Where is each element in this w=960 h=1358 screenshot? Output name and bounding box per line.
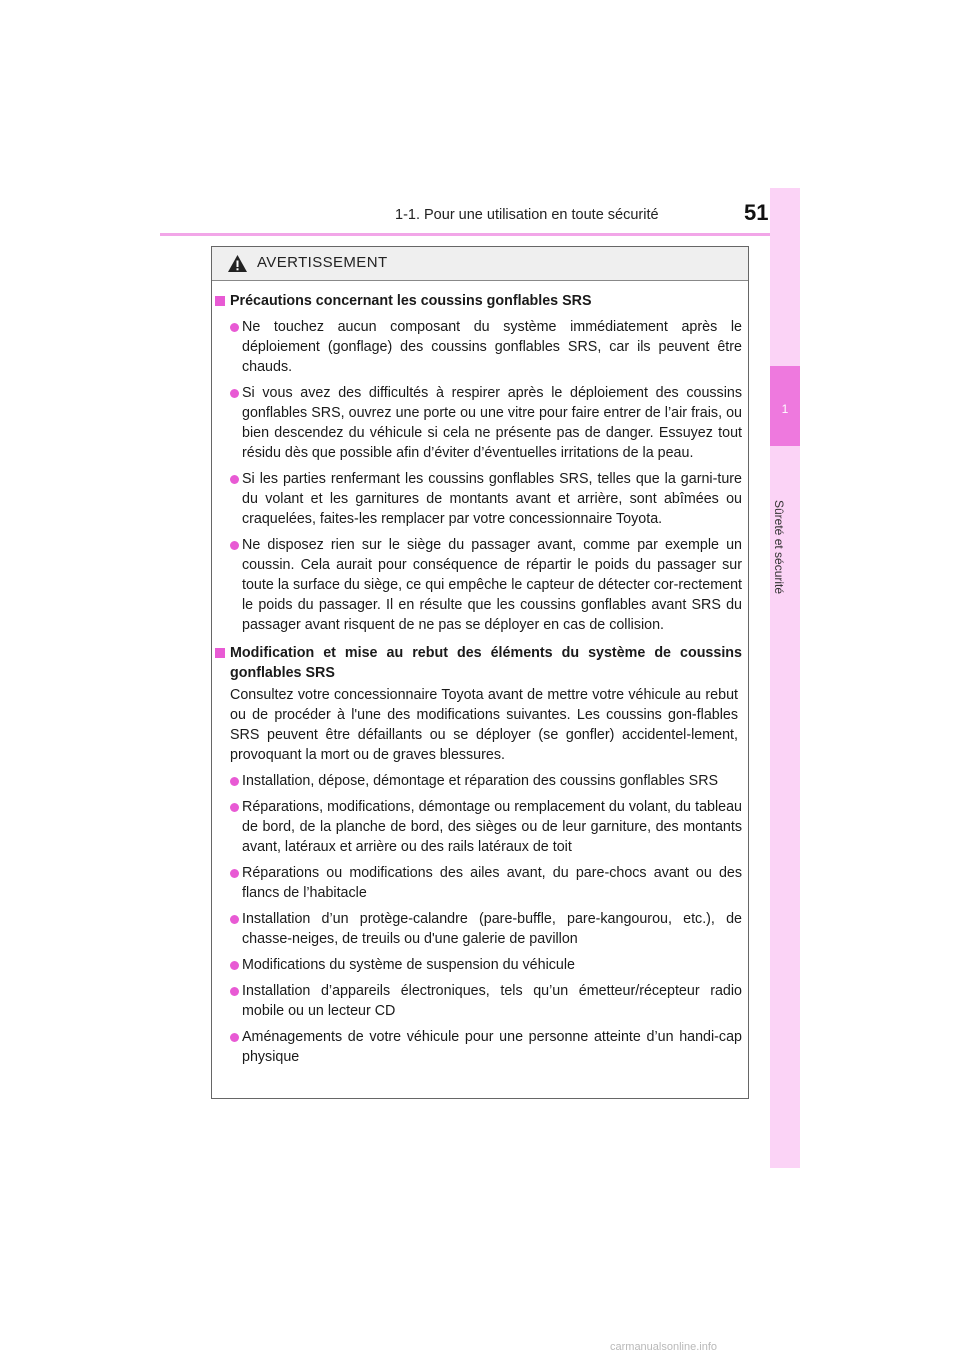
page-number: 51 bbox=[744, 200, 769, 225]
bullet-dot-icon bbox=[230, 475, 239, 484]
list-item bbox=[230, 1027, 748, 1067]
list-item-text: Ne disposez rien sur le siège du passager avant, comme par exemple un coussin. Cela aurait pour conséquence de répartir le poids du passager sur toute la surface du siège, ce qui empêche le capteur de détecter cor-rectement le poids du passager. Il en résulte que les coussins gonflables avant SRS du passager avant risquent de ne pas se déployer en cas de collision. bbox=[242, 537, 742, 633]
section-heading bbox=[212, 643, 748, 683]
list-item bbox=[230, 797, 748, 857]
list-item bbox=[230, 863, 748, 903]
list-item bbox=[230, 535, 748, 635]
list-item bbox=[230, 909, 748, 949]
chapter-label: Sûreté et sécurité bbox=[772, 500, 786, 595]
bullet-dot-icon bbox=[230, 323, 239, 332]
section-title: 1-1. Pour une utilisation en toute sécurité bbox=[395, 207, 659, 223]
bullet-dot-icon bbox=[230, 869, 239, 878]
bullet-dot-icon bbox=[230, 961, 239, 970]
list-item-text: Aménagements de votre véhicule pour une personne atteinte d’un handi-cap physique bbox=[242, 1029, 742, 1065]
chapter-number: 1 bbox=[781, 402, 789, 416]
list-item bbox=[230, 771, 748, 791]
bullet-dot-icon bbox=[230, 541, 239, 550]
section-heading-text: Modification et mise au rebut des éléments du système de coussins gonflables SRS bbox=[230, 645, 742, 681]
list-item-text: Si les parties renfermant les coussins gonflables SRS, telles que la garni-ture du volant et les garnitures de montants avant et arrière, sont abîmées ou craquelées, faites-les remplacer par votre concessionnaire Toyota. bbox=[242, 471, 742, 527]
list-item bbox=[230, 469, 748, 529]
warning-title: AVERTISSEMENT bbox=[257, 254, 388, 271]
warning-triangle-icon bbox=[227, 254, 248, 273]
bullet-dot-icon bbox=[230, 389, 239, 398]
warning-box bbox=[211, 246, 749, 1099]
list-item-text: Installation d’appareils électroniques, tels qu’un émetteur/récepteur radio mobile ou un lecteur CD bbox=[242, 983, 742, 1019]
bullet-dot-icon bbox=[230, 1033, 239, 1042]
list-item bbox=[230, 383, 748, 463]
list-item-text: Réparations ou modifications des ailes avant, du pare-chocs avant ou des flancs de l’habitacle bbox=[242, 865, 742, 901]
list-item-text: Installation d’un protège-calandre (pare-buffle, pare-kangourou, etc.), de chasse-neiges, de treuils ou d'une galerie de pavillon bbox=[242, 911, 742, 947]
warning-title-bar bbox=[212, 247, 748, 281]
section-heading bbox=[212, 291, 748, 311]
list-item-text: Réparations, modifications, démontage ou remplacement du volant, du tableau de bord, de la planche de bord, des sièges ou de leur garniture, des montants avant, latéraux et arrière ou des rails latéraux de toit bbox=[242, 799, 742, 855]
list-item-text: Si vous avez des difficultés à respirer après le déploiement des coussins gonflables SRS, ouvrez une porte ou une vitre pour faire entrer de l’air frais, ou bien descendez du véhicule si cela ne présente pas de danger. Essuyez tout résidu dès que possible afin d’éviter d’éventuelles irritations de la peau. bbox=[242, 385, 742, 461]
chapter-side-tab bbox=[770, 188, 800, 1168]
bullet-dot-icon bbox=[230, 915, 239, 924]
list-item bbox=[230, 981, 748, 1021]
square-bullet-icon bbox=[215, 296, 225, 306]
bullet-dot-icon bbox=[230, 777, 239, 786]
list-item-text: Installation, dépose, démontage et réparation des coussins gonflables SRS bbox=[242, 773, 719, 789]
list-item bbox=[230, 317, 748, 377]
list-item-text: Ne touchez aucun composant du système immédiatement après le déploiement (gonflage) des coussins gonflables SRS, car ils peuvent être chauds. bbox=[242, 319, 742, 375]
bullet-dot-icon bbox=[230, 987, 239, 996]
watermark: carmanualsonline.info bbox=[610, 1341, 718, 1353]
section-heading-text: Précautions concernant les coussins gonflables SRS bbox=[230, 293, 592, 309]
warning-content bbox=[212, 287, 748, 1067]
section-paragraph: Consultez votre concessionnaire Toyota avant de mettre votre véhicule au rebut ou de procéder à l'une des modifications suivantes. Les coussins gon-flables SRS peuvent être défaillants ou se déployer (se gonfler) accidentel-lement, provoquant la mort ou de graves blessures. bbox=[230, 687, 738, 763]
bullet-dot-icon bbox=[230, 803, 239, 812]
header-divider bbox=[160, 233, 800, 236]
list-item bbox=[230, 955, 748, 975]
square-bullet-icon bbox=[215, 648, 225, 658]
list-item-text: Modifications du système de suspension du véhicule bbox=[242, 957, 575, 973]
